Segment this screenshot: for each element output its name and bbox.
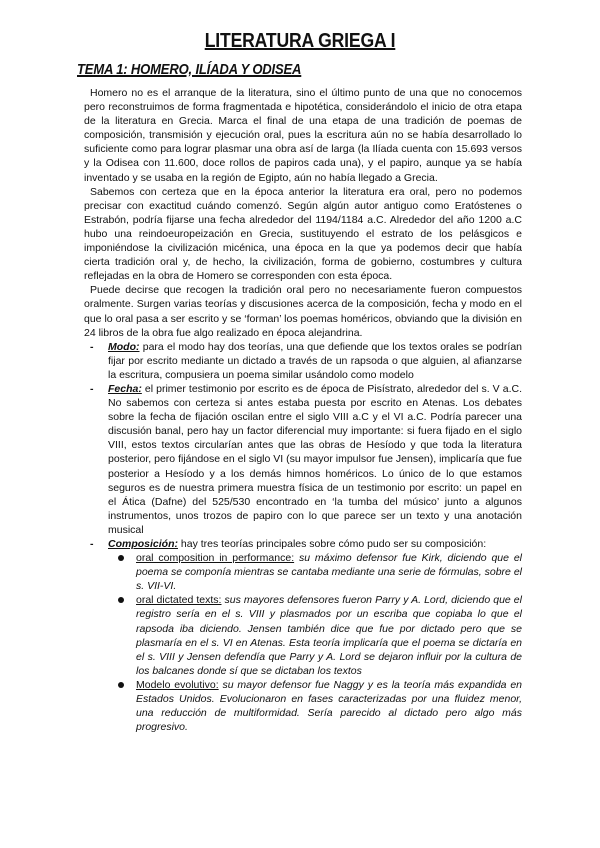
sub-item-label: oral composition in performance:	[136, 552, 295, 565]
list-item-text: para el modo hay dos teorías, una que defiende que los textos orales se podrían fijar por escrito mediante un dictado a través de un rapsoda o que alguien, al afianzarse la escritura, compusiera un poema similar usándolo como modelo	[108, 340, 522, 381]
list-item-fecha	[84, 382, 522, 537]
list-item-composicion	[84, 537, 522, 734]
sub-item-oral-dictated	[108, 593, 522, 678]
dash-marker: -	[90, 538, 94, 550]
term-composicion: Composición:	[108, 538, 178, 550]
list-item-text: el primer testimonio por escrito es de época de Pisístrato, alrededor del s. V a.C. No sabemos con certeza si antes estaba puesta por escrito en Atenas. Los debates sobre la fecha de fijación oscilan entre el siglo VIII a.C y el VI a.C. Podría parecer una discusión banal, pero hay un factor diferencial muy importante: si fuera fijado en el siglo VIII, estos textos circularían antes que las obras de Hesíodo y que toda la literatura posterior, pero fijándose en el siglo VI (su mayor impulsor fue Jensen), implicaría que fue posterior a Hesíodo y a los demás himnos homéricos. Lo único de lo que estamos seguros es de nuestra primera muestra física de un testimonio por escrito: un papel en el Ática (Dafne) del 525/530 encontrado en ‘la tumba del músico’ junto a algunos instrumentos, unos trozos de papiro con lo que parece ser un texto y una anotación musical	[108, 382, 522, 536]
sub-item-label: oral dictated texts:	[136, 594, 222, 607]
document-body	[84, 86, 522, 734]
term-modo: Modo:	[108, 340, 140, 353]
sub-item-modelo-evolutivo	[108, 678, 522, 734]
bullet-dot-icon	[118, 597, 124, 603]
section-title: TEMA 1: HOMERO, ILÍADA Y ODISEA	[77, 62, 302, 78]
list-item-text: hay tres teorías principales sobre cómo pudo ser su composición:	[178, 538, 487, 550]
sub-item-oral-performance	[108, 551, 522, 593]
composition-theories	[108, 551, 522, 734]
dash-marker: -	[90, 340, 94, 353]
paragraph-composition: Puede decirse que recogen la tradición oral pero no necesariamente fueron compuestos oralmente. Surgen varias teorías y discusiones acerca de la composición, fecha y modo en el que lo oral pasa a ser escrito y se ‘forman’ los poemas homéricos, obviando que la división en 24 libros de la obra fue algo realizado en época alejandrina.	[84, 284, 522, 339]
sub-item-text: su máximo defensor fue Kirk, diciendo que el poema se componía mientras se cantaba mediante una serie de fórmulas, sobre el s. VII-VI.	[136, 552, 522, 593]
dash-marker: -	[90, 382, 94, 395]
sub-item-text: su mayor defensor fue Naggy y es la teoría más expandida en Estados Unidos. Evolucionaron en fases caracterizadas por una fluidez menor, una reducción de multiformidad. Sería parecido al dictado pero algo más progresivo.	[136, 678, 523, 734]
document-title: LITERATURA GRIEGA I	[204, 30, 396, 52]
term-fecha: Fecha:	[108, 382, 142, 395]
list-item-modo	[84, 340, 522, 382]
paragraph-intro: Homero no es el arranque de la literatura, sino el último punto de una que no conocemos pero reconstruimos de forma fragmentada e hipotética, considerándolo el inicio de otra etapa de la literatura en Grecia. Marca el final de una etapa de una tradición de poemas de composición, transmisión y ejecución oral, pues la escritura aún no se había desarrollado lo suficiente como para lograr plasmar una obra así de larga (la Ilíada cuenta con 15.693 versos y la Odisea con 11.600, doce rollos de papiros cada una), y el papiro, aunque ya se había inventado y se usaba en la región de Egipto, aún no había llegado a Grecia.	[84, 87, 522, 184]
bullet-dot-icon	[118, 555, 124, 561]
bullet-dot-icon	[118, 682, 124, 688]
sub-item-label: Modelo evolutivo:	[136, 678, 219, 691]
paragraph-oral-tradition: Sabemos con certeza que en la época anterior la literatura era oral, pero no podemos precisar con exactitud cuándo comenzó. Según algún autor antiguo como Eratóstenes o Estrabón, podría fijarse una fecha alrededor del 1194/1184 a.C. Alrededor del año 1200 a.C hubo una reindoeuropeización en Grecia, sustituyendo el estrato de los pelásgicos e imponiéndose la civilización micénica, una época en la que ya podemos decir que había cierta tradición oral y, de hecho, la civilización, forma de gobierno, costumbres y cultura reflejadas en la obra de Homero se corresponden con esta época.	[84, 185, 522, 283]
theory-list	[84, 340, 522, 735]
sub-item-text: sus mayores defensores fueron Parry y A. Lord, diciendo que el registro sería en el s. VIII y plasmados por un escriba que copiaba lo que el rapsoda iba diciendo. Jensen también dice que fue por dictado pero que se plasmaría en el s. VI en Atenas. Esta teoría implicaría que el poema se dictaría en el s. VIII y Jensen defendía que Parry y A. Lord se dejaron influir por la cultura de los balcanes donde sí que se dictaban los textos	[136, 594, 522, 677]
